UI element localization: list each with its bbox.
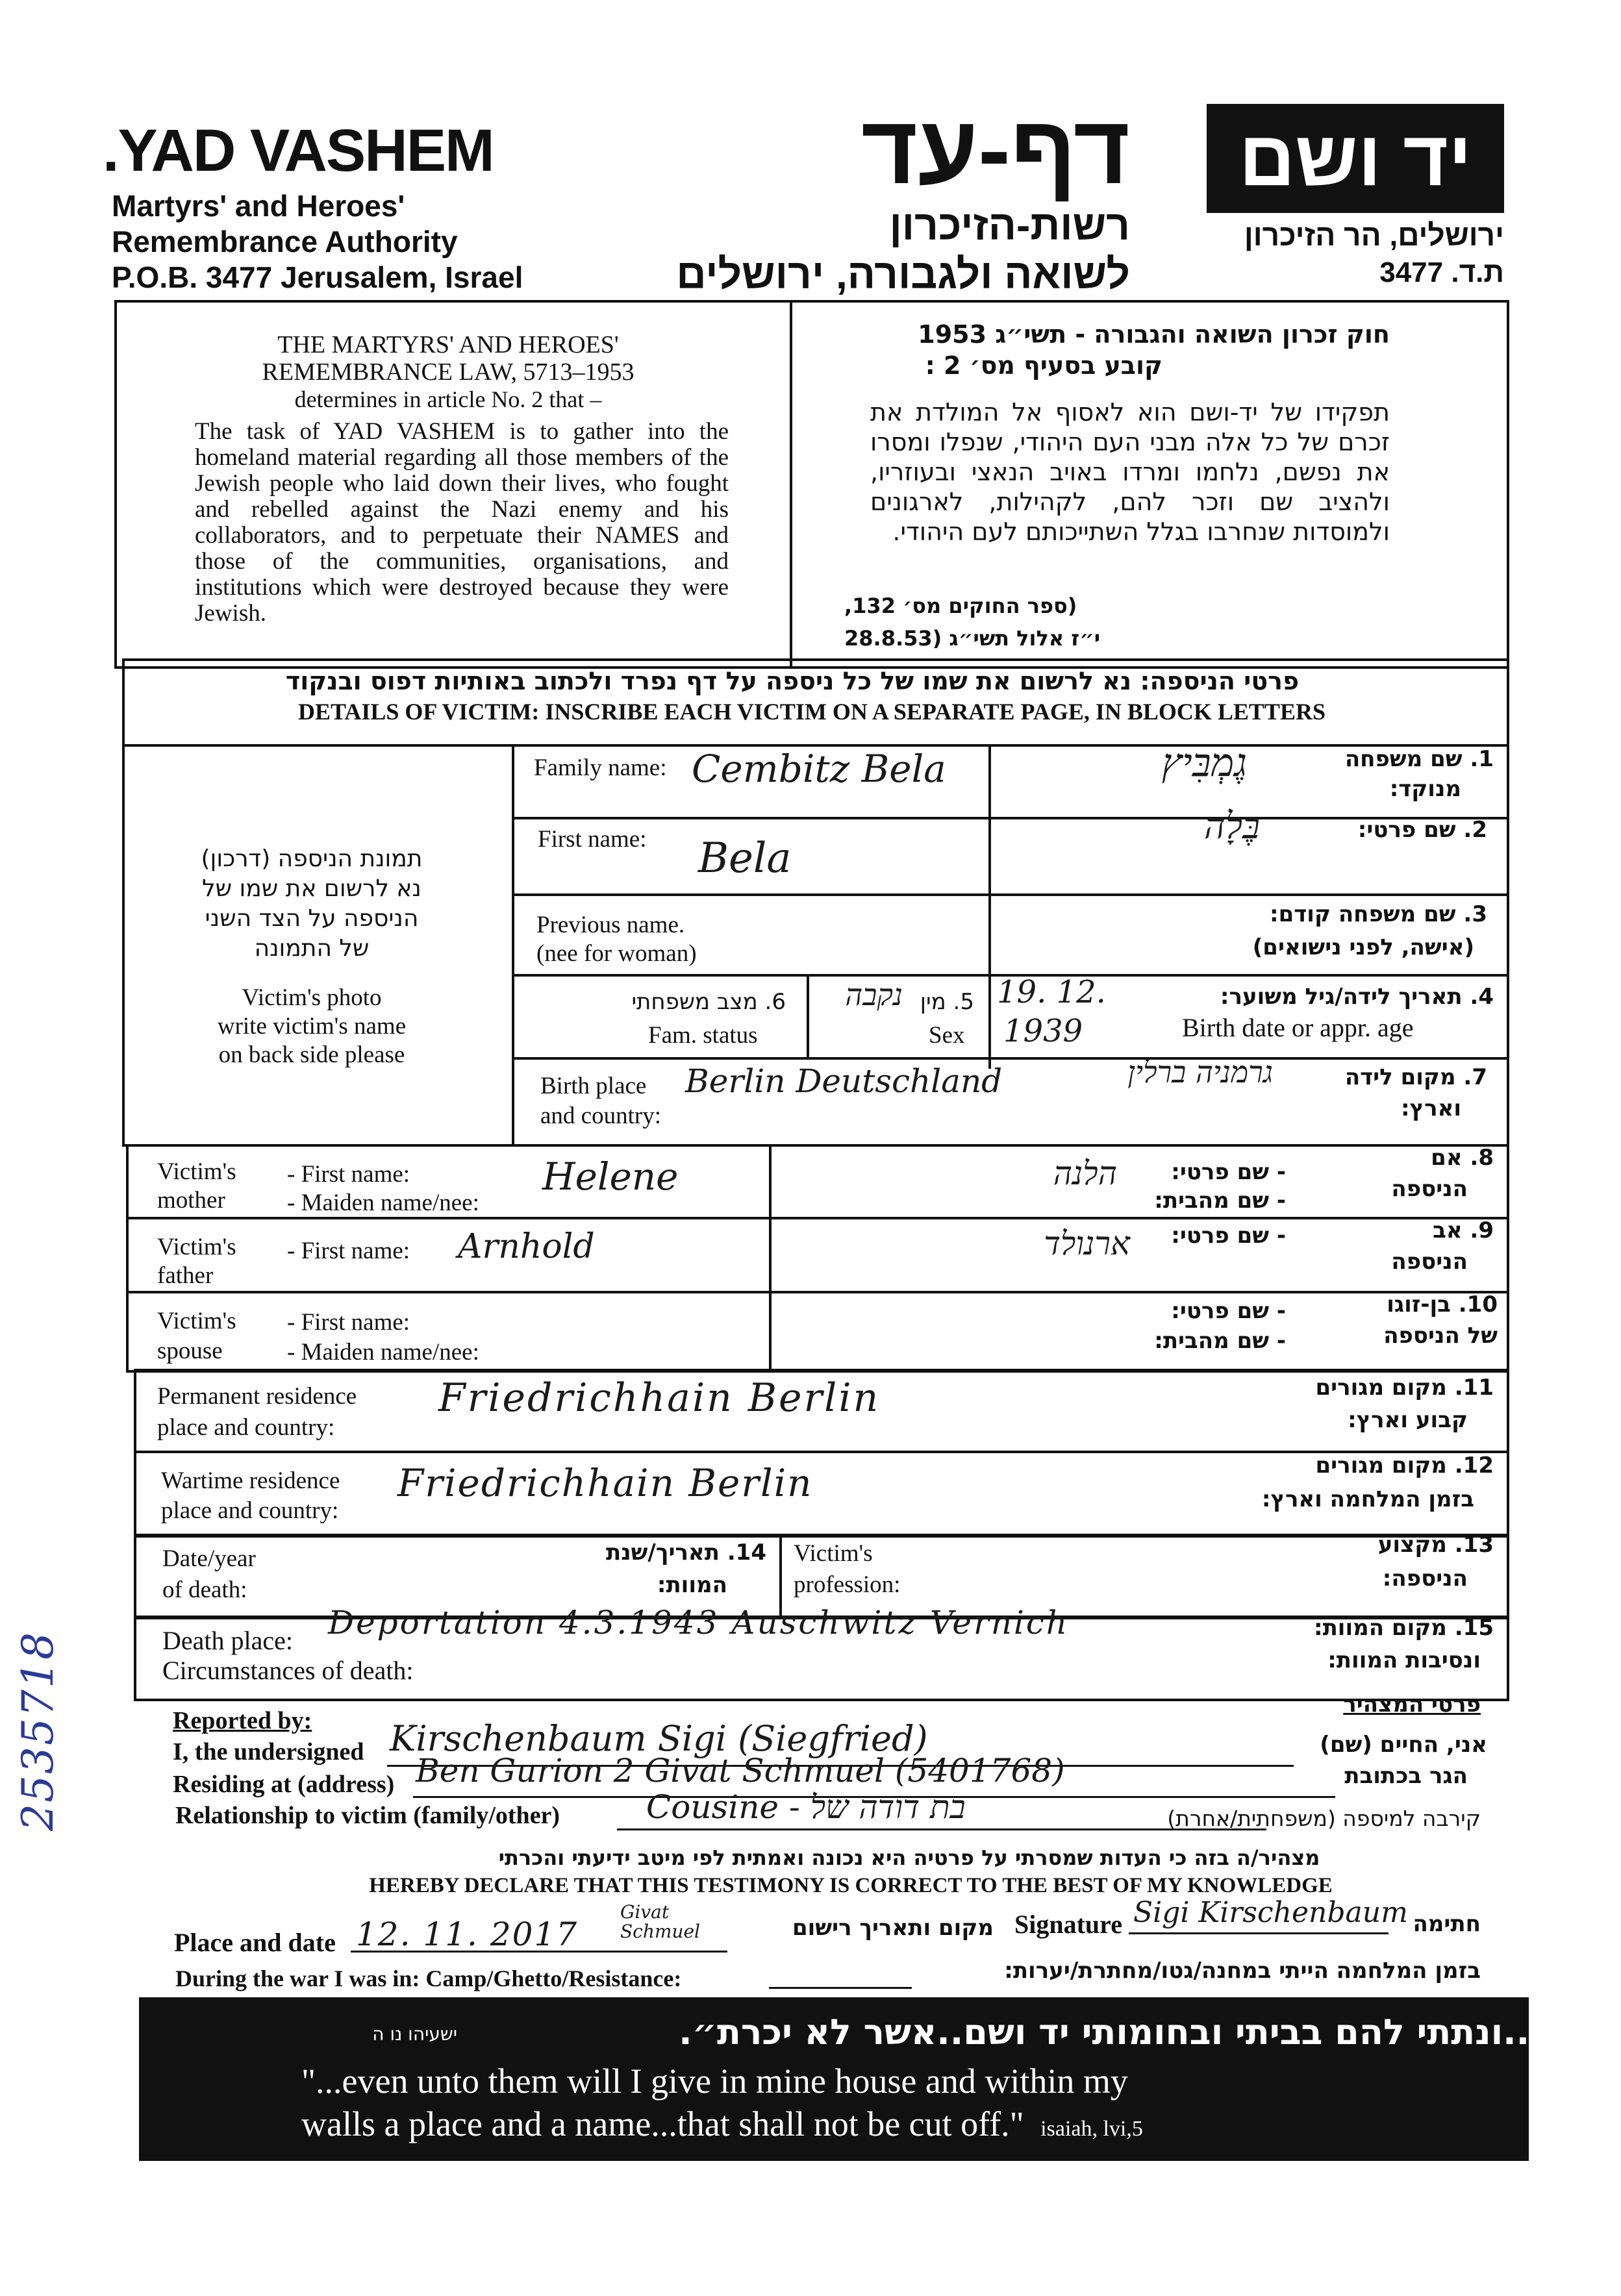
birth-place-value[interactable]: Berlin Deutschland: [685, 1062, 1003, 1100]
during-war-label: During the war I was in: Camp/Ghetto/Resistance:: [175, 1965, 682, 1991]
wartime-res-he-1: 12. מקום מגורים: [1315, 1453, 1494, 1479]
spouse-label-2: spouse: [157, 1338, 223, 1364]
death-date-he-2: המוות:: [657, 1572, 727, 1598]
declare-he: מצהיר/ה בזה כי העדות שמסרתי על פרטיה היא נכונה ואמתית לפי מיטב ידיעתי והכרתי: [498, 1845, 1320, 1870]
previous-name-label-2: (nee for woman): [536, 940, 697, 967]
address-he: הגר בכתובת: [1344, 1763, 1468, 1789]
wartime-res-he-2: בזמן המלחמה וארץ:: [1261, 1486, 1474, 1512]
profession-he-2: הניספה:: [1382, 1566, 1468, 1591]
mother-he-label-1: 8. אם: [1431, 1145, 1494, 1171]
details-header-en: DETAILS OF VICTIM: INSCRIBE EACH VICTIM ON A SEPARATE PAGE, IN BLOCK LETTERS: [298, 699, 1326, 725]
first-name-he-value[interactable]: בֶּלָה: [1204, 805, 1260, 847]
birth-date-value-2[interactable]: 1939: [1003, 1013, 1083, 1049]
photo-divider: [512, 744, 514, 1147]
father-value[interactable]: Arnhold: [458, 1227, 595, 1266]
father-label-1: Victim's: [157, 1234, 236, 1260]
footer-banner: [139, 1997, 1568, 2161]
place-note[interactable]: Givat Schmuel: [620, 1901, 701, 1942]
org-sub-line-2: Remembrance Authority: [112, 225, 458, 258]
relation-label: Relationship to victim (family/other): [175, 1802, 560, 1829]
spouse-he-label-1: 10. בן-זוגו: [1387, 1292, 1498, 1317]
mother-sub-1: - First name:: [287, 1161, 410, 1188]
photo-en-3: on back side please: [218, 1042, 405, 1068]
father-he-sub: - שם פרטי:: [1171, 1223, 1286, 1249]
undersigned-he: אני, החיים (שם): [1320, 1732, 1487, 1758]
fam-sex-divider: [807, 974, 809, 1057]
yad-vashem-logo: [1207, 104, 1504, 213]
field-divider: [988, 744, 991, 1069]
undersigned-value[interactable]: Kirschenbaum Sigi (Siegfried): [390, 1718, 928, 1759]
birth-place-label-1: Birth place: [540, 1073, 647, 1099]
photo-en-1: Victim's photo: [242, 984, 382, 1011]
mother-he-label-2: הניספה: [1391, 1176, 1468, 1202]
authority-he-2: לשואה ולגבורה, ירושלים: [676, 251, 1130, 297]
details-header-he: פרטי הניספה: נא לרשום את שמו של כל ניספה על דף נפרד ולכתוב באותיות דפוס ובנקוד: [285, 667, 1300, 695]
family-name-label: Family name:: [534, 755, 667, 781]
birth-date-value-1[interactable]: 19. 12.: [997, 974, 1106, 1010]
birth-place-label-2: and country:: [540, 1103, 661, 1129]
death-date-label-1: Date/year: [162, 1545, 256, 1572]
undersigned-label: I, the undersigned: [173, 1738, 364, 1766]
death-place-label-1: Death place:: [162, 1626, 293, 1655]
spouse-sub-1: - First name:: [287, 1309, 410, 1336]
family-name-he-label-2: מנוקד:: [1389, 776, 1461, 802]
family-divider: [769, 1144, 772, 1373]
mother-label-2: mother: [157, 1187, 225, 1214]
relation-he: קירבה למיספה (משפחתית/אחרת): [1167, 1806, 1481, 1831]
permanent-res-label-2: place and country:: [157, 1414, 335, 1441]
father-he-label-2: הניספה: [1391, 1249, 1468, 1275]
law-he-title-2: קובע בסעיף מס׳ 2 :: [925, 351, 1162, 380]
law-en-title: [182, 331, 714, 413]
law-he-source-2: י״ז אלול תשי״ג (28.8.53: [844, 626, 1101, 651]
law-en-body: The task of YAD VASHEM is to gather into the homeland material regarding all those members of the Jewish people who laid down their lives, who fought and rebelled against the Nazi enemy and his collaborators, and to perpetuate their NAMES and those of the communities, organisations, and institutions which were destroyed because they were Jewish.: [195, 418, 729, 627]
address-label: Residing at (address): [173, 1771, 395, 1798]
spouse-label-1: Victim's: [157, 1308, 236, 1334]
father-he-value[interactable]: ארנולד: [1044, 1225, 1130, 1262]
footer-quote-en-2-text: walls a place and a name...that shall not be cut off.": [301, 2104, 1024, 2143]
previous-name-he-label-2: (אישה, לפני נישואים): [1252, 934, 1474, 960]
law-he-body: תפקידו של יד-ושם הוא לאסוף אל המולדת את זכרם של כל אלה מבני העם היהודי, שנפלו ומסרו את נפשם, נלחמו ומרדו באויב הנאצי ובעוזריו, ולהציב שם וזכר להם, לקהילות, לארגונים ולמוסדות שנחרבו בגלל השתייכותם לעם היהודי.: [870, 398, 1390, 546]
first-name-label: First name:: [538, 826, 647, 853]
row-line-2: [512, 893, 1509, 896]
signature-label: Signature: [1014, 1910, 1122, 1939]
birth-date-he-label: 4. תאריך לידה/גיל משוער:: [1220, 984, 1494, 1010]
wartime-res-label-2: place and country:: [161, 1497, 339, 1524]
spouse-sub-2: - Maiden name/nee:: [287, 1339, 479, 1366]
footer-quote-en-2: [301, 2104, 1143, 2144]
mother-label-1: Victim's: [157, 1158, 236, 1185]
signature-value[interactable]: Sigi Kirschenbaum: [1133, 1896, 1408, 1929]
spouse-he-sub-1: - שם פרטי:: [1171, 1298, 1286, 1324]
signature-line: [1129, 1932, 1389, 1934]
photo-he-1: תמונת הניספה (דרכון): [201, 845, 423, 872]
death-place-he-2: ונסיבות המוות:: [1327, 1647, 1481, 1673]
reporter-title: Reported by:: [173, 1707, 312, 1734]
org-sub-line-1: Martyrs' and Heroes': [112, 189, 405, 223]
sex-he: 5. מין: [920, 989, 974, 1015]
place-date-he: מקום ותאריך רישום: [792, 1915, 994, 1941]
permanent-res-label-1: Permanent residence: [157, 1383, 357, 1410]
previous-name-he-label-1: 3. שם משפחה קודם:: [1270, 901, 1487, 927]
permanent-res-value[interactable]: Friedrichhain Berlin: [438, 1375, 881, 1421]
sex-value[interactable]: נקבה: [845, 977, 903, 1012]
mother-he-sub-1: - שם פרטי:: [1171, 1159, 1286, 1185]
footer-cite-he: ישעיהו נו ה: [372, 2023, 457, 2045]
wartime-res-label-1: Wartime residence: [161, 1467, 340, 1494]
law-he-source-1: (ספר החוקים מס׳ 132,: [844, 593, 1077, 618]
law-en-title-1: THE MARTYRS' AND HEROES': [277, 331, 619, 358]
reporter-title-he: פרטי המצהיר: [1343, 1691, 1481, 1717]
address-value[interactable]: Ben Gurion 2 Givat Schmuel (5401768): [416, 1752, 1065, 1790]
spouse-he-label-2: של הניספה: [1383, 1323, 1498, 1349]
father-sub: - First name:: [287, 1238, 410, 1264]
footer-cite-en: isaiah, lvi,5: [1040, 2117, 1143, 2141]
wartime-res-value[interactable]: Friedrichhain Berlin: [397, 1461, 813, 1505]
address-he-2: ת.ד. 3477: [1379, 256, 1504, 288]
death-date-he-1: 14. תאריך/שנת: [605, 1540, 766, 1566]
first-name-value[interactable]: Bela: [698, 834, 792, 882]
address-he-1: ירושלים, הר הזיכרון: [1244, 218, 1504, 252]
mother-sub-2: - Maiden name/nee:: [287, 1190, 479, 1216]
family-name-he-label-1: 1. שם משפחה: [1344, 746, 1494, 772]
footer-quote-he: ״...ונתתי להם בביתי ובחומותי יד ושם..אשר לא יכרת״.: [679, 2012, 1568, 2053]
footer-quote-en-1: "...even unto them will I give in mine house and within my: [301, 2062, 1128, 2101]
law-en-title-2: REMEMBRANCE LAW, 5713–1953: [262, 358, 635, 386]
fam-status-label: Fam. status: [648, 1022, 758, 1049]
margin-number: 2535718: [13, 1631, 63, 1831]
relation-value[interactable]: Cousine - בת דודה של: [646, 1788, 966, 1826]
birth-date-label: Birth date or appr. age: [1182, 1013, 1414, 1042]
org-name-en: .YAD VASHEM: [103, 118, 494, 184]
photo-text-en: [130, 984, 494, 1069]
signature-he: חתימה: [1413, 1911, 1481, 1937]
family-name-value[interactable]: Cembitz Bela: [692, 747, 946, 791]
profession-label-2: profession:: [794, 1571, 901, 1598]
sex-label: Sex: [929, 1022, 965, 1049]
birth-place-he-label-2: וארץ:: [1401, 1095, 1461, 1121]
photo-he-3: הניספה על הצד השני: [205, 905, 419, 932]
death-place-label-2: Circumstances of death:: [162, 1656, 414, 1685]
father-he-label-1: 9. אב: [1433, 1217, 1494, 1243]
place-date-value[interactable]: 12. 11. 2017: [356, 1915, 579, 1953]
law-divider: [790, 300, 792, 669]
during-war-line: [769, 1987, 912, 1989]
profession-he-1: 13. מקצוע: [1377, 1532, 1494, 1558]
photo-text-he: [130, 844, 494, 964]
family-row-line-2: [126, 1291, 1509, 1293]
death-date-label-2: of death:: [162, 1577, 247, 1603]
photo-he-2: נא לרשום את שמו של: [202, 875, 421, 902]
place-date-label: Place and date: [174, 1928, 336, 1957]
fam-status-he: 6. מצב משפחתי: [631, 989, 786, 1015]
authority-he-1: רשות-הזיכרון: [889, 202, 1130, 249]
death-place-he-1: 15. מקום המוות:: [1313, 1615, 1494, 1641]
mother-value[interactable]: Helene: [542, 1154, 679, 1199]
spouse-he-sub-2: - שם מהבית:: [1154, 1328, 1286, 1354]
first-name-he-label: 2. שם פרטי:: [1357, 817, 1487, 843]
org-sub-line-3: P.O.B. 3477 Jerusalem, Israel: [112, 260, 523, 294]
permanent-res-he-2: קבוע וארץ:: [1348, 1407, 1468, 1433]
photo-en-2: write victim's name: [217, 1013, 407, 1040]
profession-label-1: Victim's: [794, 1540, 873, 1567]
birth-place-he-value[interactable]: גרמניה ברלין: [1127, 1054, 1273, 1090]
declare-en: HEREBY DECLARE THAT THIS TESTIMONY IS CORRECT TO THE BEST OF MY KNOWLEDGE: [369, 1874, 1333, 1897]
mother-he-sub-2: - שם מהבית:: [1154, 1188, 1286, 1214]
page-title-he: דף-עד: [861, 95, 1130, 204]
death-place-value[interactable]: Deportation 4.3.1943 Auschwitz Vernich: [328, 1604, 1070, 1641]
birth-place-he-label-1: 7. מקום לידה: [1344, 1064, 1487, 1090]
during-war-he: בזמן המלחמה הייתי במחנה/גטו/מחתרת/יערות:: [1004, 1958, 1481, 1984]
law-he-title-1: חוק זכרון השואה והגבורה - תשי״ג 1953: [918, 320, 1390, 349]
law-en-title-3: determines in article No. 2 that –: [294, 386, 602, 412]
previous-name-label-1: Previous name.: [536, 912, 685, 938]
photo-he-4: של התמונה: [254, 935, 370, 962]
family-name-he-value[interactable]: גֶמְבִּיץ: [1161, 740, 1247, 786]
logo-text-he: יד ושם: [1238, 115, 1472, 202]
mother-he-value[interactable]: הלנה: [1053, 1154, 1117, 1192]
father-label-2: father: [157, 1262, 214, 1289]
permanent-res-he-1: 11. מקום מגורים: [1315, 1375, 1494, 1401]
